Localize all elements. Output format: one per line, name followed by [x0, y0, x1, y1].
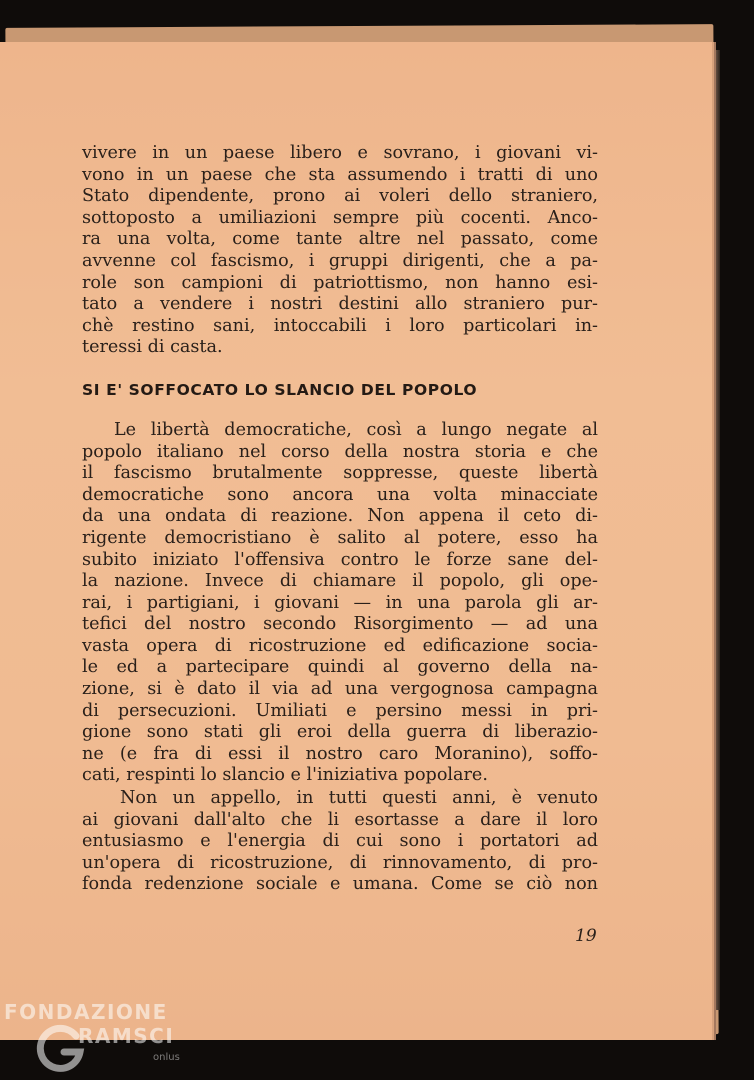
text-line: role son campioni di patriottismo, non hanno esi-: [82, 272, 598, 293]
page-number: 19: [575, 926, 597, 946]
text-line: Non un appello, in tutti questi anni, è venuto: [120, 788, 598, 809]
text-line: avvenne col fascismo, i gruppi dirigenti, che a pa-: [82, 250, 598, 271]
text-line: democratiche sono ancora una volta minacciate: [82, 484, 598, 505]
text-line: zione, si è dato il via ad una vergognosa campagna: [82, 679, 598, 700]
paragraph-3: [82, 788, 598, 896]
text-line: vono in un paese che sta assumendo i tratti di uno: [82, 164, 598, 185]
paragraph-1: [82, 143, 598, 359]
text-line: le ed a partecipare quindi al governo della na-: [82, 657, 598, 678]
text-line: tato a vendere i nostri destini allo straniero pur-: [82, 294, 598, 315]
text-line: ra una volta, come tante altre nel passato, come: [82, 229, 598, 250]
watermark-logo: [4, 1000, 204, 1080]
text-line: fonda redenzione sociale e umana. Come se ciò non: [82, 874, 598, 895]
text-line: la nazione. Invece di chiamare il popolo, gli ope-: [82, 571, 598, 592]
watermark-line-2: RAMSCI: [78, 1024, 175, 1048]
text-line: vivere in un paese libero e sovrano, i giovani vi-: [82, 143, 598, 163]
text-line: un'opera di ricostruzione, di rinnovamento, di pro-: [82, 852, 598, 873]
watermark-line-1: FONDAZIONE: [4, 1000, 168, 1024]
text-line: cati, respinti lo slancio e l'iniziativa popolare.: [82, 765, 488, 786]
text-line: subito iniziato l'offensiva contro le forze sane del-: [82, 549, 598, 570]
text-line: vasta opera di ricostruzione ed edificazione socia-: [82, 635, 598, 656]
text-line: gione sono stati gli eroi della guerra di liberazio-: [82, 722, 598, 743]
text-line: chè restino sani, intoccabili i loro particolari in-: [82, 315, 598, 336]
text-line: rigente democristiano è salito al potere, esso ha: [82, 527, 598, 548]
text-line: popolo italiano nel corso della nostra storia e che: [82, 441, 598, 462]
text-line: ne (e fra di essi il nostro caro Moranino), soffo-: [82, 743, 598, 764]
text-line: Le libertà democratiche, così a lungo negate al: [114, 419, 598, 440]
text-line: di persecuzioni. Umiliati e persino messi in pri-: [82, 700, 598, 721]
text-line: rai, i partigiani, i giovani — in una parola gli ar-: [82, 592, 598, 613]
text-line: entusiasmo e l'energia di cui sono i portatori ad: [82, 831, 598, 852]
text-line: il fascismo brutalmente soppresse, queste libertà: [82, 463, 598, 484]
book-page: [0, 42, 712, 1040]
text-line: tefici del nostro secondo Risorgimento — ad una: [82, 614, 598, 635]
text-line: da una ondata di reazione. Non appena il ceto di-: [82, 506, 598, 527]
page-content: [82, 143, 598, 896]
watermark-suffix: onlus: [153, 1052, 180, 1063]
text-line: teressi di casta.: [82, 337, 223, 358]
text-line: sottoposto a umiliazioni sempre più cocenti. Anco-: [82, 207, 598, 228]
text-line: ai giovani dall'alto che li esortasse a dare il loro: [82, 809, 598, 830]
paragraph-2: [82, 420, 598, 787]
section-heading: SI E' SOFFOCATO LO SLANCIO DEL POPOLO: [82, 380, 478, 399]
text-line: Stato dipendente, prono ai voleri dello straniero,: [82, 186, 598, 207]
